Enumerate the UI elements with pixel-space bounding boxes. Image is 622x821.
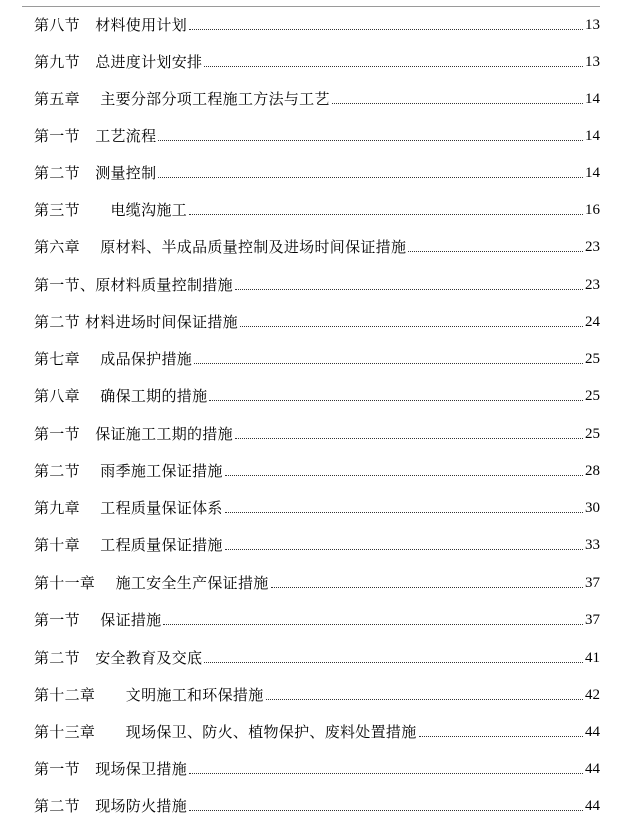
toc-entry-page: 25	[585, 351, 600, 367]
toc-entry-title: 第十三章 现场保卫、防火、植物保护、废料处置措施	[34, 723, 417, 741]
toc-entry-page: 14	[585, 128, 600, 144]
toc-entry[interactable]	[34, 756, 600, 778]
toc-entry-title: 第二节 测量控制	[34, 164, 157, 182]
top-rule	[22, 6, 600, 7]
toc-entry[interactable]	[34, 309, 600, 331]
toc-leader-dots	[158, 177, 583, 178]
toc-leader-dots	[158, 140, 583, 141]
toc-leader-dots	[189, 773, 583, 774]
toc-entry[interactable]	[34, 49, 600, 71]
toc-entry-title: 第六章 原材料、半成品质量控制及进场时间保证措施	[34, 238, 407, 256]
toc-leader-dots	[163, 624, 583, 625]
toc-entry-title: 第一节 保证措施	[34, 611, 162, 629]
toc-entry-page: 13	[585, 17, 600, 33]
toc-entry-page: 28	[585, 463, 600, 479]
toc-leader-dots	[332, 103, 583, 104]
toc-entry[interactable]	[34, 532, 600, 554]
toc-entry-page: 23	[585, 277, 600, 293]
toc-entry[interactable]	[34, 160, 600, 182]
toc-leader-dots	[419, 736, 583, 737]
toc-entry-page: 30	[585, 500, 600, 516]
toc-entry[interactable]	[34, 607, 600, 629]
toc-leader-dots	[235, 438, 583, 439]
toc-entry-title: 第二节 安全教育及交底	[34, 649, 203, 667]
toc-entry-title: 第九节 总进度计划安排	[34, 53, 203, 71]
toc-leader-dots	[271, 587, 583, 588]
toc-leader-dots	[209, 400, 583, 401]
toc-entry[interactable]	[34, 197, 600, 219]
toc-leader-dots	[235, 289, 583, 290]
toc-entry-page: 44	[585, 798, 600, 814]
toc-entry-title: 第八节 材料使用计划	[34, 16, 188, 34]
toc-entry-title: 第一节 工艺流程	[34, 127, 157, 145]
toc-entry-page: 42	[585, 687, 600, 703]
toc-entry[interactable]	[34, 346, 600, 368]
toc-entry[interactable]	[34, 123, 600, 145]
toc-entry-title: 第九章 工程质量保证体系	[34, 499, 223, 517]
toc-leader-dots	[240, 326, 583, 327]
toc-entry-page: 25	[585, 388, 600, 404]
toc-entry-page: 25	[585, 426, 600, 442]
toc-entry[interactable]	[34, 682, 600, 704]
toc-entry[interactable]	[34, 719, 600, 741]
toc-entry-title: 第十一章 施工安全生产保证措施	[34, 574, 269, 592]
toc-entry-title: 第二节 雨季施工保证措施	[34, 462, 223, 480]
toc-entry[interactable]	[34, 570, 600, 592]
toc-entry[interactable]	[34, 234, 600, 256]
toc-entry[interactable]	[34, 495, 600, 517]
toc-entry-title: 第五章 主要分部分项工程施工方法与工艺	[34, 90, 330, 108]
toc-entry[interactable]	[34, 793, 600, 815]
toc-entry-title: 第三节 电缆沟施工	[34, 201, 188, 219]
toc-entry-title: 第二节 现场防火措施	[34, 797, 188, 815]
toc-leader-dots	[225, 475, 583, 476]
toc-entry[interactable]	[34, 458, 600, 480]
toc-entry-page: 37	[585, 575, 600, 591]
toc-leader-dots	[204, 662, 583, 663]
toc-leader-dots	[194, 363, 583, 364]
toc-entry-page: 16	[585, 202, 600, 218]
toc-entry-title: 第十章 工程质量保证措施	[34, 536, 223, 554]
toc-entry-title: 第一节、原材料质量控制措施	[34, 276, 233, 294]
toc-entry-page: 23	[585, 239, 600, 255]
toc-leader-dots	[408, 251, 583, 252]
toc-entry-page: 14	[585, 91, 600, 107]
toc-entry-page: 41	[585, 650, 600, 666]
toc-entry-page: 44	[585, 761, 600, 777]
toc-entry-page: 14	[585, 165, 600, 181]
toc-entry[interactable]	[34, 272, 600, 294]
toc-entry-title: 第十二章 文明施工和环保措施	[34, 686, 264, 704]
toc-entry-title: 第一节 保证施工工期的措施	[34, 425, 233, 443]
toc-leader-dots	[225, 512, 583, 513]
toc-leader-dots	[189, 29, 583, 30]
toc-entry-page: 37	[585, 612, 600, 628]
toc-entry-title: 第八章 确保工期的措施	[34, 387, 208, 405]
toc-entry-page: 33	[585, 537, 600, 553]
toc-leader-dots	[225, 549, 583, 550]
toc-leader-dots	[204, 66, 583, 67]
toc-entry[interactable]	[34, 645, 600, 667]
toc-entry-page: 24	[585, 314, 600, 330]
toc-entry-page: 13	[585, 54, 600, 70]
toc-entry[interactable]	[34, 86, 600, 108]
toc-entry[interactable]	[34, 12, 600, 34]
toc-entry-title: 第七章 成品保护措施	[34, 350, 193, 368]
toc-entry-title: 第二节 材料进场时间保证措施	[34, 313, 238, 331]
toc-entry-title: 第一节 现场保卫措施	[34, 760, 188, 778]
toc-leader-dots	[189, 810, 583, 811]
toc-leader-dots	[189, 214, 583, 215]
toc-entry[interactable]	[34, 421, 600, 443]
toc-entry[interactable]	[34, 383, 600, 405]
toc-leader-dots	[266, 699, 583, 700]
toc-entry-page: 44	[585, 724, 600, 740]
